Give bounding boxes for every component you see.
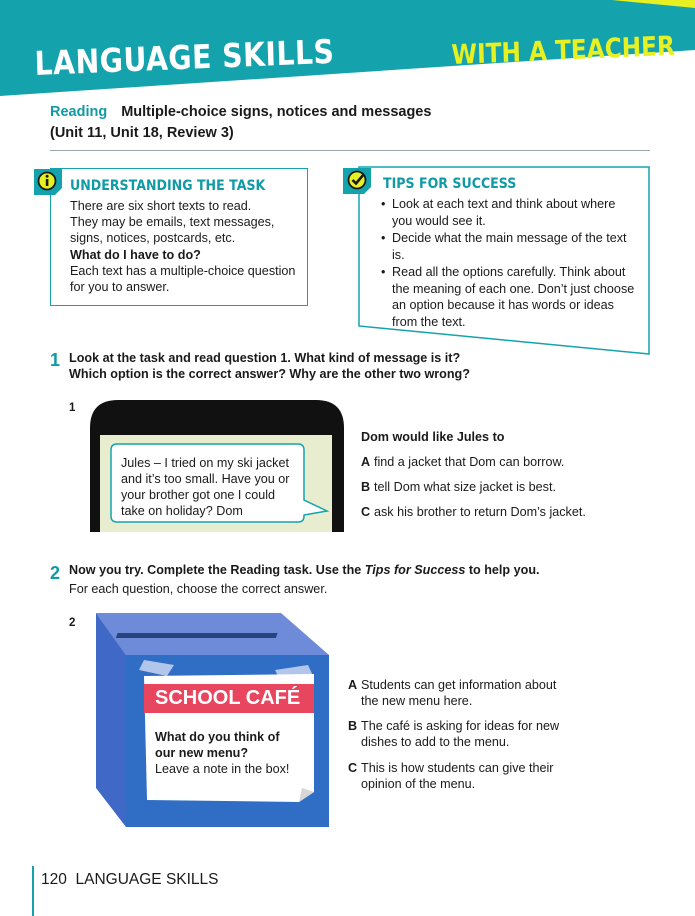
understanding-answer: for you to answer. xyxy=(70,280,170,294)
tip-item: • Read all the options carefully. Think about the meaning of each one. Don’t just choose an option because it has words or ideas from the text. xyxy=(380,264,642,330)
skill-label: Reading xyxy=(50,104,108,120)
unit-reference: (Unit 11, Unit 18, Review 3) xyxy=(50,125,234,141)
question-1-text: Look at the task and read question 1. What kind of message is it? Which option is the correct answer? Why are the other two wrong? xyxy=(69,351,470,381)
understanding-answer: Each text has a multiple-choice question xyxy=(70,264,296,278)
option-a: A find a jacket that Dom can borrow. xyxy=(361,455,565,469)
option-a: A Students can get information about the new menu here. xyxy=(348,678,557,708)
page-footer xyxy=(41,871,219,889)
footer-rule xyxy=(32,866,34,916)
tips-title: TIPS FOR SUCCESS xyxy=(383,176,517,192)
tip-item: • Decide what the main message of the text is. xyxy=(380,230,642,263)
divider xyxy=(50,150,650,151)
footer-label: LANGUAGE SKILLS xyxy=(75,871,219,888)
item-number: 2 xyxy=(69,617,76,629)
question-2-text: Now you try. Complete the Reading task. Use the Tips for Success to help you. xyxy=(69,563,540,577)
understanding-line: They may be emails, text messages, xyxy=(70,215,275,229)
understanding-subheading: What do I have to do? xyxy=(70,248,201,262)
understanding-title: UNDERSTANDING THE TASK xyxy=(70,178,266,194)
page-number: 120 xyxy=(41,871,67,888)
tips-box xyxy=(358,166,650,354)
option-c: C ask his brother to return Dom’s jacket. xyxy=(361,505,586,519)
notice-title: SCHOOL CAFÉ xyxy=(155,687,301,709)
page-title: LANGUAGE SKILLS xyxy=(34,31,335,83)
notice-text: What do you think of our new menu? Leave a note in the box! xyxy=(155,730,290,776)
question-number: 1 xyxy=(50,350,61,370)
understanding-line: There are six short texts to read. xyxy=(70,199,252,213)
question-number: 2 xyxy=(50,563,61,583)
option-c: C This is how students can give their opinion of the menu. xyxy=(348,761,554,791)
task-label: Multiple-choice signs, notices and messages xyxy=(121,104,432,120)
understanding-box xyxy=(50,168,308,306)
page-subtitle: WITH A TEACHER xyxy=(451,30,676,71)
section-heading xyxy=(50,104,431,120)
suggestion-box-illustration xyxy=(92,610,337,830)
item-number: 1 xyxy=(69,402,76,414)
checkmark-icon xyxy=(343,168,371,194)
option-b: B The café is asking for ideas for new dishes to add to the menu. xyxy=(348,719,560,749)
option-b: B tell Dom what size jacket is best. xyxy=(361,480,556,494)
text-message: Jules – I tried on my ski jacket and it’s too small. Have you or your brother got one I could take on holiday? Dom xyxy=(121,456,290,518)
question-stem: Dom would like Jules to xyxy=(361,430,505,444)
question-2-instruction: For each question, choose the correct answer. xyxy=(69,582,328,596)
understanding-line: signs, notices, postcards, etc. xyxy=(70,231,236,245)
tip-item: • Look at each text and think about where you would see it. xyxy=(380,196,642,229)
info-icon xyxy=(34,169,62,195)
